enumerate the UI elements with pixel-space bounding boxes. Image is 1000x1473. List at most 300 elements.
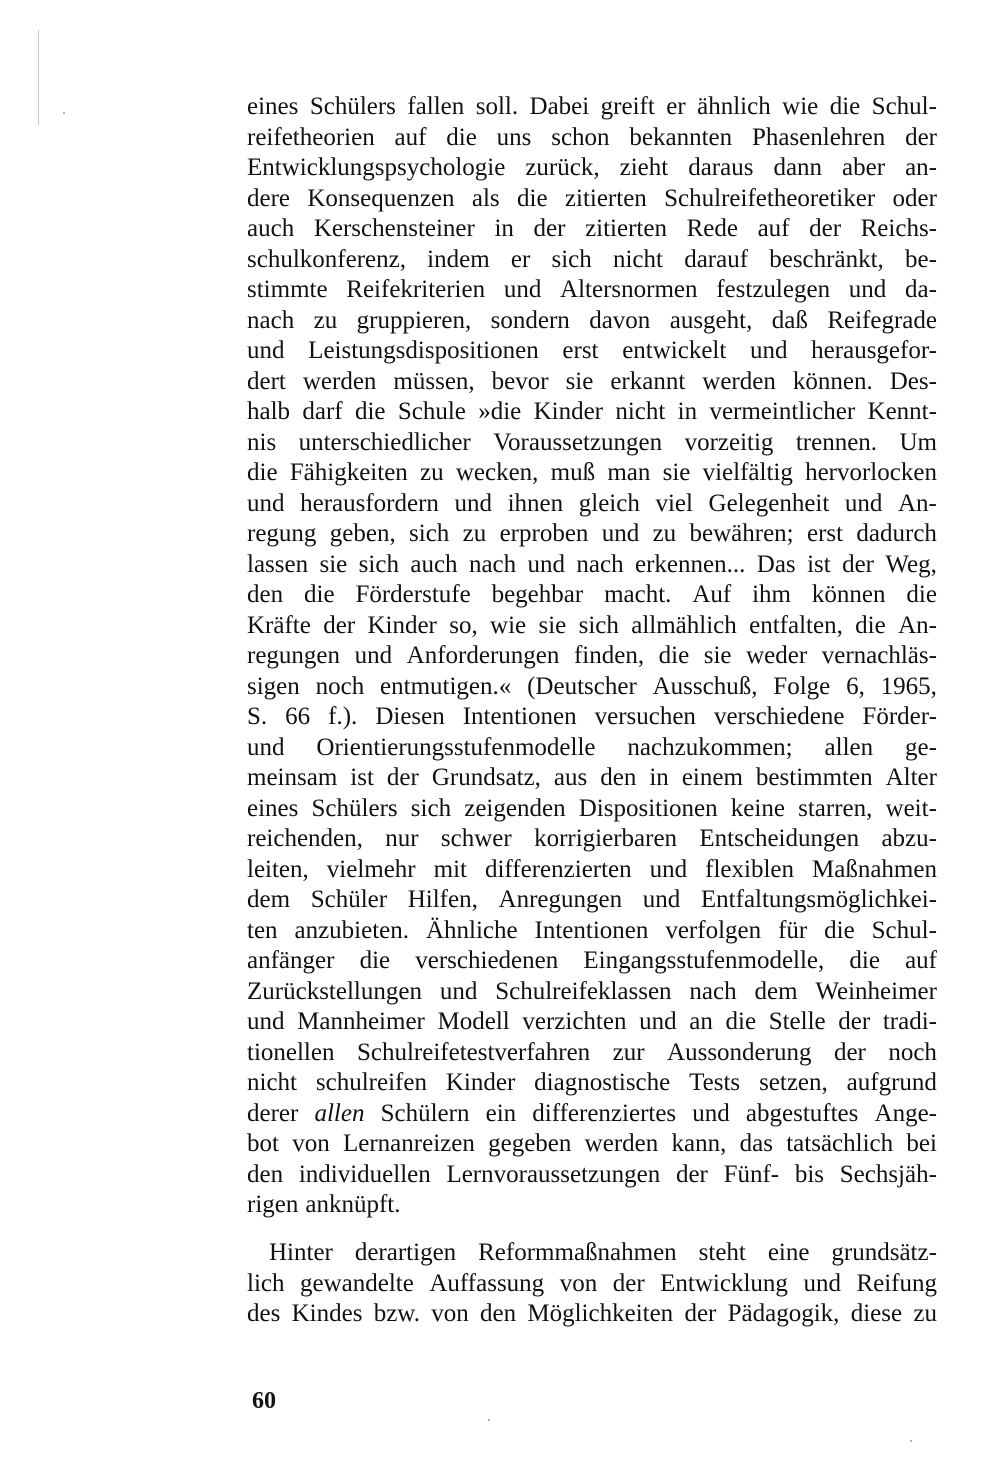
word: und — [642, 886, 681, 913]
word: Weg, — [885, 550, 937, 578]
word: in — [494, 215, 514, 242]
word: weder — [746, 642, 808, 669]
word: Modell — [437, 1008, 510, 1035]
word: gruppieren, — [356, 306, 472, 334]
word: Reifekriterien — [346, 276, 486, 303]
word: Ähnliche — [425, 916, 518, 944]
word: eine — [767, 1239, 810, 1266]
word: der — [684, 1300, 717, 1327]
word: den — [247, 581, 284, 608]
word: die — [906, 581, 937, 608]
word: so, — [449, 611, 478, 639]
word: bzw. — [373, 1300, 420, 1327]
word: stimmte — [247, 276, 328, 303]
word: davon — [589, 306, 651, 334]
word: können — [811, 581, 886, 608]
text-line — [247, 702, 937, 733]
word: ihm — [752, 581, 792, 608]
word: derer — [247, 1099, 299, 1127]
word: bot — [247, 1130, 279, 1157]
word: Förderstufe — [355, 581, 471, 608]
word: die — [359, 947, 391, 974]
word: auf — [905, 947, 937, 974]
text-line — [247, 1190, 937, 1221]
word: Kinder — [367, 611, 437, 639]
word: derartigen — [354, 1239, 457, 1266]
word: wecken, — [455, 459, 539, 486]
word: erst — [562, 337, 599, 364]
word: zeigenden — [464, 794, 566, 822]
text-line — [247, 1129, 937, 1160]
word: wie — [782, 93, 819, 120]
word: finden, — [573, 642, 645, 669]
word: Schülers — [309, 93, 396, 120]
word: bewähren; — [689, 520, 794, 547]
text-line — [247, 458, 937, 489]
word: fallen — [407, 93, 465, 120]
word: zu — [420, 459, 444, 486]
word: die — [354, 398, 386, 425]
word: Schülern — [380, 1099, 470, 1127]
word: Leistungsdispositionen — [308, 337, 539, 364]
word: Schul- — [871, 93, 937, 120]
word: werden — [302, 367, 377, 395]
word: weit- — [885, 794, 937, 822]
word: von — [431, 1300, 469, 1327]
text-line — [247, 123, 937, 154]
word: Kinder — [533, 398, 603, 425]
word: die — [658, 642, 690, 669]
word: erkannt — [610, 367, 686, 395]
word: abzu- — [881, 825, 937, 852]
word: darauf — [684, 245, 749, 273]
word: greift — [600, 93, 655, 120]
word: schulreifen — [315, 1069, 427, 1096]
word: den — [247, 1160, 284, 1188]
word: der — [675, 1160, 708, 1188]
word: aus — [553, 764, 588, 791]
word: einem — [681, 764, 743, 791]
word: sich — [578, 611, 619, 639]
word: Kerschensteiner — [313, 215, 475, 242]
word: dem — [754, 977, 798, 1005]
word: auf — [394, 123, 427, 151]
word: starren, — [798, 794, 873, 822]
word: auf — [757, 215, 790, 242]
word: als — [471, 184, 500, 212]
word: Folge — [773, 672, 831, 700]
word: und — [844, 489, 883, 517]
text-line — [247, 580, 937, 611]
word: Grundsatz, — [431, 764, 541, 791]
word: (Deutscher — [527, 672, 637, 700]
word: entfalten, — [749, 611, 843, 639]
word: dadurch — [856, 520, 937, 547]
word: Hinter — [269, 1239, 333, 1266]
word: sich — [410, 794, 452, 822]
text-line — [247, 428, 937, 459]
word: bei — [906, 1130, 937, 1157]
word: gegeben — [488, 1130, 572, 1157]
scan-speck — [63, 112, 65, 114]
text-line — [247, 794, 937, 825]
word: Intentionen — [534, 916, 649, 944]
word: müssen, — [393, 367, 475, 395]
word: sie — [538, 611, 567, 639]
word: und — [601, 520, 640, 547]
word: regung — [247, 520, 317, 547]
scan-edge-mark — [38, 30, 39, 125]
word: sich — [409, 520, 450, 547]
word: Fähigkeiten — [289, 459, 408, 486]
word: des — [247, 1300, 281, 1327]
word: erproben — [499, 520, 589, 547]
word: zitierten — [585, 215, 667, 242]
word: allen — [824, 733, 874, 761]
text-line — [247, 672, 937, 703]
word: der — [533, 215, 566, 242]
word: verfolgen — [665, 916, 762, 944]
word: leiten, — [247, 855, 309, 883]
word: soll. — [475, 93, 519, 120]
word: dere — [247, 184, 291, 212]
word: werden — [702, 367, 776, 395]
word: viel — [655, 489, 693, 517]
word: erkennen... — [635, 550, 746, 578]
word: Entscheidungen — [699, 825, 860, 852]
word: wie — [490, 611, 527, 639]
word: für — [778, 916, 808, 944]
word: Eingangsstufenmodelle, — [583, 947, 825, 974]
text-line — [247, 1068, 937, 1099]
word: eines — [247, 93, 299, 120]
word: ein — [485, 1099, 517, 1127]
word: anknüpft. — [305, 1191, 401, 1218]
word: und — [803, 1269, 841, 1297]
word: Reifegrade — [827, 306, 937, 334]
word: Kindes — [291, 1300, 363, 1327]
word: Schul- — [871, 916, 937, 944]
word: nachzukommen; — [627, 733, 793, 761]
text-line — [247, 245, 937, 276]
word: und — [454, 489, 493, 517]
word: Um — [899, 428, 937, 456]
word: Auf — [692, 581, 732, 608]
word: Entfaltungsmöglichkei- — [700, 886, 937, 913]
word: Alter — [885, 764, 937, 791]
word: die — [855, 611, 886, 639]
text-line — [247, 1099, 937, 1130]
word: sie — [662, 459, 691, 486]
word: Gelegenheit — [708, 489, 830, 517]
word: allmählich — [631, 611, 737, 639]
word: sondern — [490, 306, 570, 334]
word: man — [607, 459, 651, 486]
text-line — [247, 214, 937, 245]
word: nicht — [615, 398, 666, 425]
text-line — [247, 1299, 937, 1330]
word: und — [247, 1008, 285, 1035]
word: unterschiedlicher — [298, 428, 471, 456]
word: differenzierten — [484, 855, 632, 883]
word: Anregungen — [498, 886, 623, 913]
word: Des- — [889, 367, 937, 395]
word: nicht — [612, 245, 663, 273]
word: der — [842, 550, 874, 578]
text-line — [247, 1007, 937, 1038]
text-line — [247, 184, 937, 215]
word: zur — [612, 1038, 645, 1066]
word: Voraussetzungen — [493, 428, 663, 456]
word: zu — [313, 306, 338, 334]
word: Reichs- — [860, 215, 937, 242]
word: und — [247, 337, 285, 364]
word: tradi- — [882, 1008, 937, 1035]
word: Ange- — [874, 1099, 937, 1127]
word: ten — [247, 916, 278, 944]
word: sich — [551, 245, 592, 273]
word: Phasenlehren — [751, 123, 886, 151]
word: Dispositionen — [578, 794, 718, 822]
word: Orientierungsstufenmodelle — [316, 733, 596, 761]
word: Schulreifetheoretiker — [664, 184, 876, 212]
word: die — [725, 1008, 757, 1035]
word: und — [750, 337, 788, 364]
word: Rede — [686, 215, 738, 242]
word: die — [849, 947, 880, 974]
word: nach — [576, 550, 624, 578]
text-line — [247, 885, 937, 916]
word: entwickelt — [622, 337, 727, 364]
word: ge- — [905, 733, 937, 761]
text-line — [247, 92, 937, 123]
word: tatsächlich — [786, 1130, 894, 1157]
text-line — [247, 519, 937, 550]
word: be- — [904, 245, 937, 273]
word: er — [510, 245, 531, 273]
scan-speck — [910, 1440, 912, 1442]
word: nis — [247, 428, 277, 456]
word: und — [439, 977, 478, 1005]
word: Fünf- — [723, 1160, 780, 1188]
word: beschränkt, — [769, 245, 884, 273]
word: zu — [462, 520, 487, 547]
word: Konsequenzen — [307, 184, 455, 212]
text-line — [247, 1238, 937, 1269]
word: Diesen — [375, 703, 445, 730]
word: erst — [806, 520, 844, 547]
text-line — [247, 1160, 937, 1191]
word: Dabei — [529, 93, 590, 120]
page-number: 60 — [252, 1388, 276, 1414]
word: herausgefor- — [811, 337, 937, 364]
word: Altersnormen — [560, 276, 698, 303]
word: der — [386, 764, 419, 791]
word: Das — [756, 550, 796, 578]
word: Lernvoraussetzungen — [446, 1160, 661, 1188]
word: begehbar — [491, 581, 584, 608]
word: den — [600, 764, 637, 791]
text-line — [247, 367, 937, 398]
word: halb — [247, 398, 291, 425]
word: der — [833, 1038, 866, 1066]
word: nach — [468, 550, 517, 578]
word: hervorlocken — [805, 459, 937, 486]
word: und — [639, 1008, 677, 1035]
word: der — [323, 611, 356, 639]
word: schon — [551, 123, 610, 151]
word: anzubieten. — [294, 916, 410, 944]
word: verzichten — [522, 1008, 627, 1035]
word: gleich — [578, 489, 640, 517]
text-line — [247, 153, 937, 184]
word: von — [292, 1130, 330, 1157]
word: da- — [905, 276, 937, 303]
text-line — [247, 916, 937, 947]
word: rigen — [247, 1191, 299, 1218]
word: Möglichkeiten — [527, 1300, 674, 1327]
word: noch — [888, 1038, 937, 1066]
word: auch — [247, 215, 295, 242]
word: darf — [302, 398, 343, 425]
word: Weinheimer — [815, 977, 937, 1005]
word: Stelle — [768, 1008, 826, 1035]
word: zitierten — [564, 184, 647, 212]
word: und — [354, 642, 393, 669]
word: können. — [792, 367, 873, 395]
word: bestimmten — [755, 764, 873, 791]
text-line — [247, 641, 937, 672]
word: ähnlich — [697, 93, 771, 120]
text-line — [247, 336, 937, 367]
text-line — [247, 397, 937, 428]
word: den — [480, 1300, 517, 1327]
word: steht — [698, 1239, 746, 1266]
word: allen — [314, 1099, 365, 1127]
word: ausgeht, — [669, 306, 753, 334]
word: Schülers — [311, 794, 398, 822]
word: festzulegen — [716, 276, 831, 303]
word: dann — [773, 154, 823, 181]
word: zu — [913, 1300, 937, 1327]
word: abgestuftes — [745, 1099, 859, 1127]
word: und — [848, 276, 887, 303]
word: vielfältig — [702, 459, 793, 486]
word: individuellen — [298, 1160, 431, 1188]
word: sie — [319, 550, 348, 578]
word: Zurückstellungen — [247, 977, 422, 1005]
word: meinsam — [247, 764, 338, 791]
word: »die — [478, 398, 522, 425]
word: reichenden, — [247, 825, 363, 852]
word: Schulreifeklassen — [495, 977, 672, 1005]
word: schulkonferenz, — [247, 245, 406, 273]
word: tionellen — [247, 1038, 335, 1066]
word: flexiblen — [705, 855, 795, 883]
word: lassen — [247, 550, 309, 578]
word: sigen — [247, 672, 300, 700]
word: korrigierbaren — [534, 825, 678, 852]
word: er — [666, 93, 686, 120]
word: Pädagogik, — [727, 1300, 840, 1327]
word: An- — [898, 611, 937, 639]
text-line — [247, 824, 937, 855]
word: keine — [730, 794, 785, 822]
text-line — [247, 306, 937, 337]
text-line — [247, 977, 937, 1008]
word: verschiedene — [713, 703, 845, 730]
word: sie — [565, 367, 594, 395]
word: ist — [807, 550, 831, 578]
word: zieht — [619, 154, 669, 181]
word: Förder- — [862, 703, 937, 730]
word: Entwicklungspsychologie — [247, 154, 506, 181]
word: Reformmaßnahmen — [478, 1239, 677, 1266]
word: die — [824, 916, 855, 944]
word: Schüler — [310, 886, 388, 913]
word: Tests — [689, 1069, 741, 1096]
word: Ausschuß, — [652, 672, 758, 700]
text-line — [247, 1269, 937, 1300]
word: macht. — [604, 581, 672, 608]
word: sich — [358, 550, 399, 578]
word: aber — [842, 154, 886, 181]
word: vermeintlicher — [709, 398, 856, 425]
word: lich — [247, 1269, 285, 1297]
word: f.). — [328, 703, 358, 730]
word: 6, — [846, 672, 865, 700]
word: Reifung — [856, 1269, 937, 1297]
word: die — [829, 93, 861, 120]
word: ist — [350, 764, 374, 791]
word: vernachläs- — [821, 642, 937, 669]
word: und — [692, 1099, 730, 1127]
word: und — [247, 489, 285, 517]
text-line — [247, 733, 937, 764]
word: anfänger — [247, 947, 335, 974]
body-paragraph — [247, 92, 937, 1221]
word: Aussonderung — [667, 1038, 812, 1066]
word: entmutigen.« — [380, 672, 512, 700]
word: der — [905, 123, 937, 151]
word: nur — [385, 825, 419, 852]
word: vielmehr — [326, 855, 416, 883]
word: nach — [689, 977, 737, 1005]
word: nicht — [247, 1069, 297, 1096]
text-line — [247, 550, 937, 581]
word: der — [809, 215, 842, 242]
word: noch — [315, 672, 365, 700]
word: daraus — [688, 154, 754, 181]
word: das — [739, 1130, 773, 1157]
word: Mannheimer — [297, 1008, 425, 1035]
text-line — [247, 1038, 937, 1069]
word: Lernanreizen — [342, 1130, 475, 1157]
word: regungen — [247, 642, 341, 669]
word: an — [689, 1008, 713, 1035]
text-line — [247, 275, 937, 306]
word: An- — [898, 489, 937, 517]
word: die — [247, 459, 278, 486]
text-line — [247, 946, 937, 977]
word: daß — [771, 306, 808, 334]
word: Kennt- — [867, 398, 937, 425]
word: Schulreifetestverfahren — [356, 1038, 591, 1066]
word: nach — [247, 306, 295, 334]
word: uns — [496, 123, 532, 151]
word: Maßnahmen — [812, 855, 937, 883]
word: bevor — [491, 367, 549, 395]
